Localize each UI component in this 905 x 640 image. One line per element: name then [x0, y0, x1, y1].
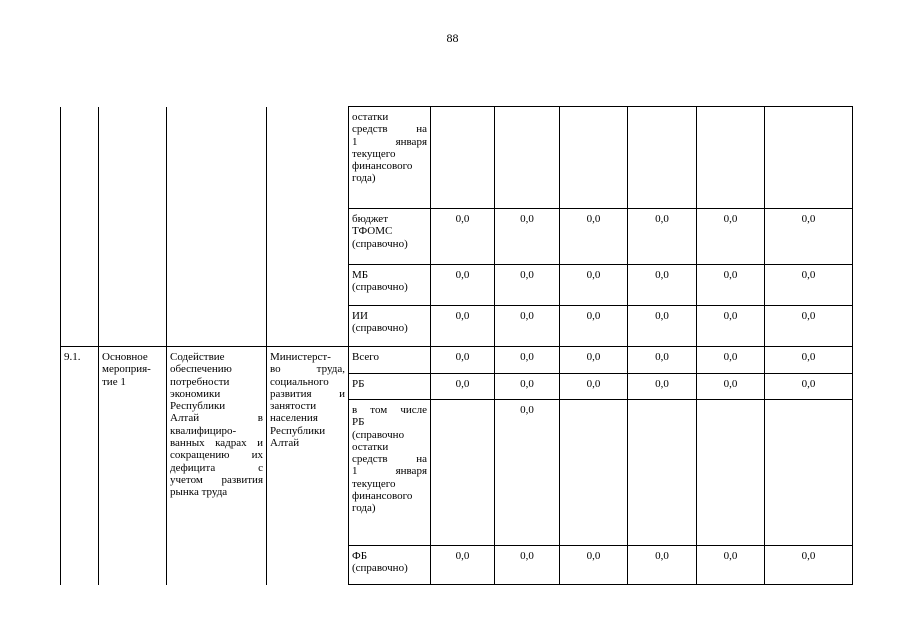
value-cell: 0,0: [495, 265, 560, 306]
cell-text-line: Всего: [352, 351, 379, 363]
cell-text-line: ТФОМС: [352, 225, 393, 238]
cell-text-line: Республики: [270, 424, 326, 437]
value-cell: 0,0: [495, 400, 560, 546]
cell-text-line: сокращению их: [170, 449, 263, 462]
cell-text-line: социального: [270, 375, 329, 388]
funding-source-cell: [349, 107, 431, 209]
value-cell: 0,0: [560, 347, 628, 374]
cell-text-line: Алтай в: [170, 412, 263, 425]
cell-text-line: ванных кадрах и: [170, 437, 263, 450]
value-cell: 0,0: [495, 209, 560, 265]
cell-text-line: (справочно): [352, 322, 408, 335]
value-cell: 0,0: [628, 306, 697, 347]
value-cell: 0,0: [628, 546, 697, 585]
funding-source-cell: [349, 347, 431, 374]
value-cell: 0,0: [560, 265, 628, 306]
value-cell: [697, 107, 765, 209]
value-cell: 0,0: [765, 374, 853, 400]
funding-source-cell: [349, 306, 431, 347]
value-cell: [431, 107, 495, 209]
cell-text-line: Содействие: [170, 351, 225, 363]
value-cell: 0,0: [697, 306, 765, 347]
value-cell: 0,0: [628, 209, 697, 265]
cell-text-line: текущего: [352, 477, 396, 490]
cell-text-line: ФБ: [352, 550, 368, 562]
funding-source-cell: [349, 546, 431, 585]
cell-text-line: Основное: [102, 351, 148, 363]
cell-text-line: потребности: [170, 375, 230, 388]
page-number: 88: [446, 31, 459, 45]
cell-text-line: рынка труда: [170, 486, 228, 499]
value-cell: 0,0: [697, 546, 765, 585]
cell-text-line: текущего: [352, 147, 396, 160]
cell-text-line: РБ: [352, 416, 365, 429]
cell-text-line: года): [352, 502, 376, 515]
value-cell: 0,0: [697, 265, 765, 306]
value-cell: [765, 107, 853, 209]
cell-text-line: дефицита с: [170, 461, 263, 474]
value-cell: 0,0: [628, 347, 697, 374]
value-cell: [628, 107, 697, 209]
cell-text-line: обеспечению: [170, 363, 232, 376]
cell-text-line: 1 января: [352, 465, 427, 478]
value-cell: 0,0: [560, 209, 628, 265]
cell-text-line: развития и: [270, 387, 345, 400]
budget-table: [60, 106, 853, 585]
cell-text-line: бюджет: [352, 213, 388, 225]
value-cell: 0,0: [431, 546, 495, 585]
value-cell: 0,0: [697, 347, 765, 374]
value-cell: 0,0: [431, 209, 495, 265]
cell-text-line: финансового: [352, 490, 413, 503]
funding-source-cell: [349, 265, 431, 306]
cell-text-line: Министерст-: [270, 351, 331, 363]
funding-source-cell: [349, 374, 431, 400]
cell-text-line: Алтай: [270, 437, 300, 450]
value-cell: 0,0: [495, 347, 560, 374]
cell-text-line: (справочно): [352, 281, 408, 294]
value-cell: [431, 400, 495, 546]
cell-text-line: РБ: [352, 378, 365, 390]
value-cell: 0,0: [628, 374, 697, 400]
measure-executor-cell: [267, 347, 349, 585]
measure-name-cell: [167, 347, 267, 585]
cell-text-line: средств на: [352, 123, 427, 136]
value-cell: 0,0: [765, 306, 853, 347]
value-cell: 0,0: [628, 265, 697, 306]
value-cell: [765, 400, 853, 546]
table-row: [61, 107, 853, 209]
cell-text-line: средств на: [352, 453, 427, 466]
value-cell: 0,0: [495, 306, 560, 347]
funding-source-cell: [349, 400, 431, 546]
name-cell: [167, 107, 267, 347]
value-cell: 0,0: [560, 374, 628, 400]
cell-text-line: Республики: [170, 400, 226, 413]
measure-type-cell: [99, 347, 167, 585]
cell-text-line: 1 января: [352, 135, 427, 148]
cell-text-line: населения: [270, 412, 318, 425]
value-cell: [560, 107, 628, 209]
cell-text-line: квалифициро-: [170, 424, 237, 437]
cell-text-line: года): [352, 172, 376, 185]
measure-number-cell: 9.1.: [61, 347, 99, 585]
value-cell: 0,0: [765, 347, 853, 374]
number-cell: [61, 107, 99, 347]
value-cell: 0,0: [765, 209, 853, 265]
table-row: [61, 347, 853, 374]
cell-text-line: (справочно): [352, 237, 408, 250]
cell-text-line: МБ: [352, 269, 369, 281]
value-cell: 0,0: [560, 306, 628, 347]
value-cell: 0,0: [431, 306, 495, 347]
type-cell: [99, 107, 167, 347]
value-cell: 0,0: [697, 209, 765, 265]
value-cell: [495, 107, 560, 209]
value-cell: 0,0: [495, 546, 560, 585]
value-cell: 0,0: [431, 347, 495, 374]
value-cell: 0,0: [431, 374, 495, 400]
value-cell: 0,0: [431, 265, 495, 306]
cell-text-line: в том числе: [352, 404, 427, 416]
value-cell: [697, 400, 765, 546]
cell-text-line: во труда,: [270, 363, 345, 376]
value-cell: 0,0: [765, 546, 853, 585]
cell-text-line: финансового: [352, 160, 413, 173]
value-cell: 0,0: [697, 374, 765, 400]
cell-text-line: ИИ: [352, 310, 368, 322]
value-cell: [560, 400, 628, 546]
cell-text-line: (справочно: [352, 428, 405, 441]
funding-source-cell: [349, 209, 431, 265]
cell-text-line: мероприя-: [102, 363, 151, 376]
value-cell: 0,0: [560, 546, 628, 585]
cell-text-line: остатки: [352, 440, 389, 453]
cell-text-line: экономики: [170, 387, 221, 400]
executor-cell: [267, 107, 349, 347]
cell-text-line: занятости: [270, 400, 317, 413]
cell-text-line: тие 1: [102, 375, 126, 388]
cell-text-line: учетом развития: [170, 473, 263, 486]
cell-text-line: остатки: [352, 111, 389, 123]
value-cell: 0,0: [495, 374, 560, 400]
value-cell: [628, 400, 697, 546]
cell-text-line: (справочно): [352, 562, 408, 575]
value-cell: 0,0: [765, 265, 853, 306]
